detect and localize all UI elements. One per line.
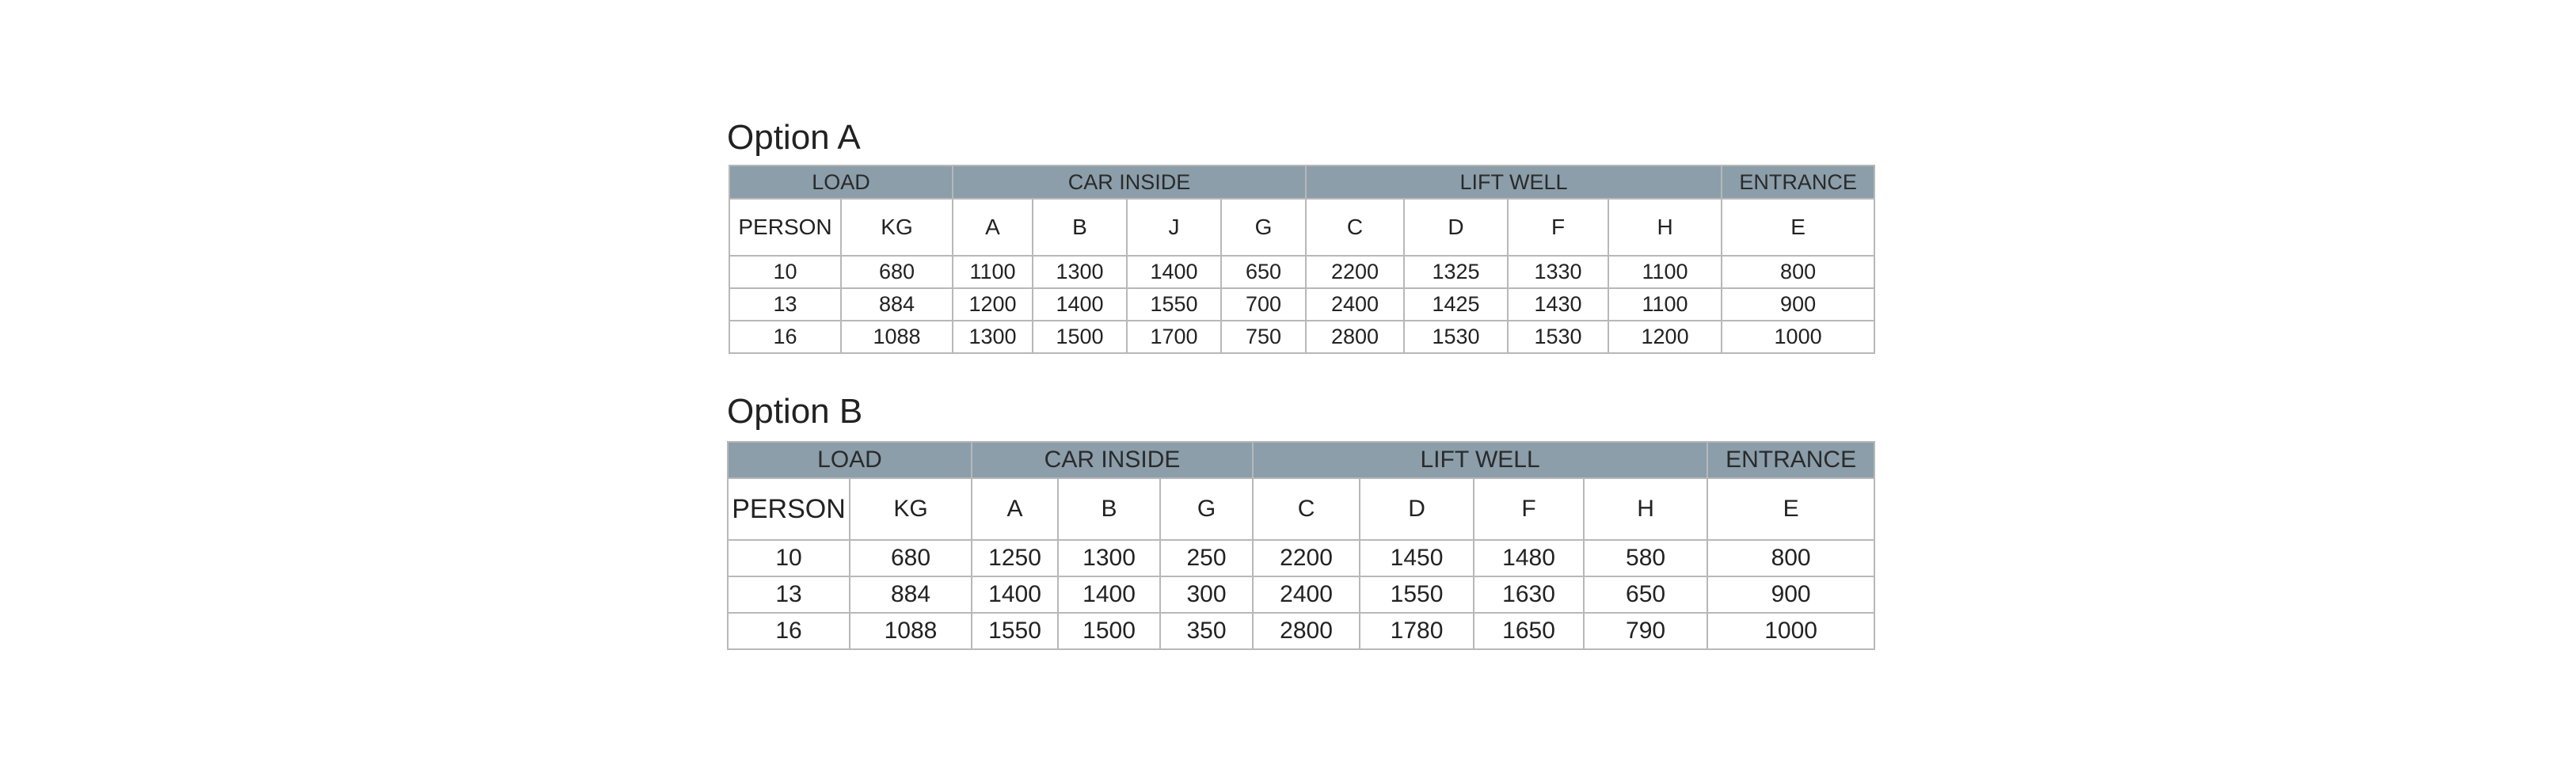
column-header-person: PERSON [729, 199, 841, 256]
group-entrance: ENTRANCE [1707, 442, 1874, 478]
column-header-person: PERSON [728, 478, 850, 540]
table-cell: 16 [729, 321, 841, 353]
column-header-kg: KG [850, 478, 972, 540]
table-cell: 1500 [1033, 321, 1127, 353]
option-b-title: Option B [727, 392, 863, 431]
group-load: LOAD [729, 165, 953, 199]
table-cell: 680 [850, 540, 972, 576]
table-cell: 1650 [1474, 613, 1584, 649]
column-header-e: E [1707, 478, 1874, 540]
table-cell: 790 [1584, 613, 1707, 649]
table-cell: 700 [1221, 288, 1306, 321]
table-cell: 1780 [1360, 613, 1474, 649]
group-car-inside: CAR INSIDE [972, 442, 1253, 478]
column-header-g: G [1221, 199, 1306, 256]
table-cell: 1425 [1404, 288, 1508, 321]
table-cell: 10 [729, 256, 841, 288]
table-cell: 900 [1722, 288, 1874, 321]
option-b-table [727, 441, 1875, 650]
table-cell: 1450 [1360, 540, 1474, 576]
table-cell: 2400 [1306, 288, 1404, 321]
group-lift-well: LIFT WELL [1306, 165, 1722, 199]
table-cell: 1088 [841, 321, 953, 353]
table-cell: 1000 [1707, 613, 1874, 649]
table-cell: 1250 [972, 540, 1058, 576]
column-header-f: F [1474, 478, 1584, 540]
table-row [729, 321, 1874, 353]
table-cell: 884 [850, 576, 972, 613]
column-header-d: D [1404, 199, 1508, 256]
table-cell: 800 [1707, 540, 1874, 576]
table-cell: 1400 [1058, 576, 1160, 613]
column-header-h: H [1584, 478, 1707, 540]
option-a-table [729, 165, 1875, 354]
column-header-c: C [1253, 478, 1360, 540]
table-cell: 900 [1707, 576, 1874, 613]
table-cell: 1700 [1127, 321, 1221, 353]
group-header-row [728, 442, 1874, 478]
column-header-kg: KG [841, 199, 953, 256]
table-cell: 16 [728, 613, 850, 649]
table-cell: 1100 [953, 256, 1033, 288]
table-cell: 1550 [1127, 288, 1221, 321]
column-header-j: J [1127, 199, 1221, 256]
table-row [729, 256, 1874, 288]
table-row [728, 540, 1874, 576]
column-header-e: E [1722, 199, 1874, 256]
column-header-row [728, 478, 1874, 540]
table-cell: 2800 [1306, 321, 1404, 353]
table-cell: 650 [1221, 256, 1306, 288]
group-entrance: ENTRANCE [1722, 165, 1874, 199]
table-cell: 1000 [1722, 321, 1874, 353]
table-cell: 1630 [1474, 576, 1584, 613]
table-cell: 1088 [850, 613, 972, 649]
column-header-h: H [1608, 199, 1722, 256]
group-car-inside: CAR INSIDE [953, 165, 1306, 199]
table-cell: 13 [729, 288, 841, 321]
table-cell: 1500 [1058, 613, 1160, 649]
table-row [728, 613, 1874, 649]
column-header-g: G [1160, 478, 1253, 540]
table-cell: 2200 [1253, 540, 1360, 576]
table-cell: 10 [728, 540, 850, 576]
table-cell: 1100 [1608, 288, 1722, 321]
table-cell: 300 [1160, 576, 1253, 613]
table-cell: 1300 [1033, 256, 1127, 288]
table-cell: 1200 [953, 288, 1033, 321]
table-cell: 884 [841, 288, 953, 321]
table-row [729, 288, 1874, 321]
table-cell: 1100 [1608, 256, 1722, 288]
group-lift-well: LIFT WELL [1253, 442, 1707, 478]
table-cell: 1300 [953, 321, 1033, 353]
column-header-a: A [953, 199, 1033, 256]
table-cell: 1550 [972, 613, 1058, 649]
table-cell: 1325 [1404, 256, 1508, 288]
table-cell: 1400 [1033, 288, 1127, 321]
table-cell: 1300 [1058, 540, 1160, 576]
table-cell: 1430 [1508, 288, 1608, 321]
column-header-b: B [1058, 478, 1160, 540]
column-header-b: B [1033, 199, 1127, 256]
table-cell: 2800 [1253, 613, 1360, 649]
table-cell: 800 [1722, 256, 1874, 288]
option-a-title: Option A [727, 118, 861, 157]
group-header-row [729, 165, 1874, 199]
table-cell: 1330 [1508, 256, 1608, 288]
column-header-c: C [1306, 199, 1404, 256]
table-cell: 250 [1160, 540, 1253, 576]
column-header-f: F [1508, 199, 1608, 256]
table-cell: 750 [1221, 321, 1306, 353]
table-cell: 350 [1160, 613, 1253, 649]
group-load: LOAD [728, 442, 972, 478]
table-cell: 1550 [1360, 576, 1474, 613]
table-cell: 1200 [1608, 321, 1722, 353]
table-cell: 1400 [972, 576, 1058, 613]
table-cell: 1480 [1474, 540, 1584, 576]
table-cell: 1400 [1127, 256, 1221, 288]
table-cell: 650 [1584, 576, 1707, 613]
table-row [728, 576, 1874, 613]
table-cell: 2400 [1253, 576, 1360, 613]
table-cell: 1530 [1404, 321, 1508, 353]
table-cell: 580 [1584, 540, 1707, 576]
column-header-a: A [972, 478, 1058, 540]
table-cell: 680 [841, 256, 953, 288]
column-header-row [729, 199, 1874, 256]
table-cell: 13 [728, 576, 850, 613]
table-cell: 1530 [1508, 321, 1608, 353]
table-cell: 2200 [1306, 256, 1404, 288]
column-header-d: D [1360, 478, 1474, 540]
